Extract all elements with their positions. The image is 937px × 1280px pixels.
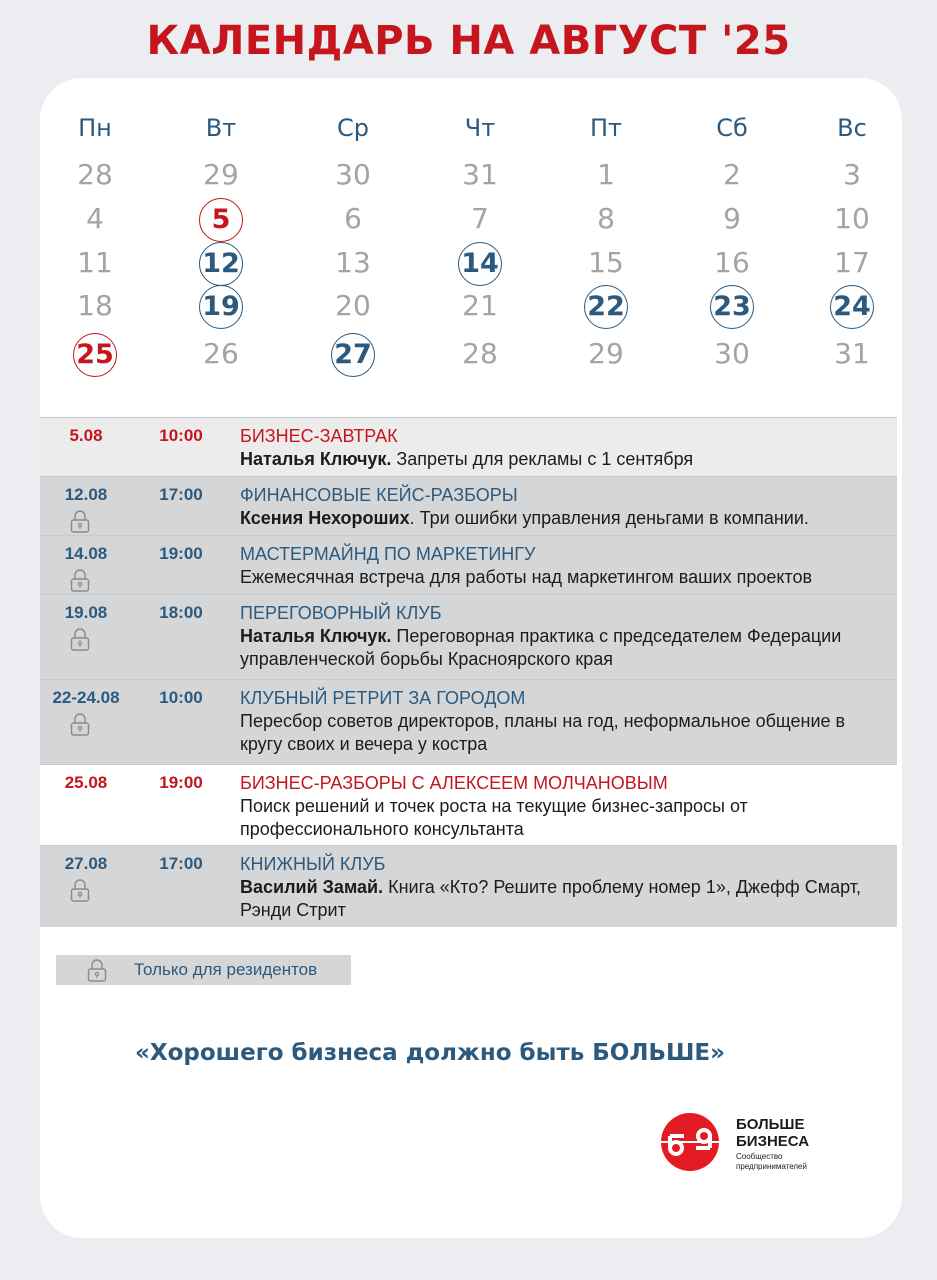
event-day-marker: 25 [73, 333, 117, 377]
event-title: МАСТЕРМАЙНД ПО МАРКЕТИНГУ [240, 544, 536, 564]
page-title: КАЛЕНДАРЬ НА АВГУСТ '25 [146, 18, 791, 64]
calendar-day: 15 [588, 246, 624, 279]
calendar-day: 3 [843, 158, 861, 191]
event-time: 17:00 [159, 854, 203, 873]
lock-icon [69, 509, 91, 533]
event-day-marker: 12 [199, 242, 243, 286]
calendar-card [40, 78, 902, 1238]
event-day-marker: 23 [710, 285, 754, 329]
calendar-day: 31 [462, 158, 498, 191]
event-description: Наталья Ключук. Запреты для рекламы с 1 сентября [240, 449, 694, 469]
event-title: БИЗНЕС-ЗАВТРАК [240, 426, 398, 446]
event-body [240, 543, 890, 589]
event-row [40, 535, 897, 594]
event-row [40, 764, 897, 845]
calendar-day: 13 [335, 246, 371, 279]
calendar-day [551, 284, 661, 328]
event-description: Ксения Нехороших. Три ошибки управления деньгами в компании. [240, 508, 809, 528]
event-title: КНИЖНЫЙ КЛУБ [240, 854, 386, 874]
weekday-header: Пт [589, 114, 623, 142]
event-body [240, 853, 890, 922]
calendar-day: 30 [714, 337, 750, 370]
logo-icon [660, 1112, 720, 1172]
event-description: Ежемесячная встреча для работы над маркетингом ваших проектов [240, 567, 813, 587]
event-date: 25.08 [64, 773, 108, 792]
calendar-day: 21 [462, 289, 498, 322]
calendar-day: 20 [335, 289, 371, 322]
event-title: КЛУБНЫЙ РЕТРИТ ЗА ГОРОДОМ [240, 688, 526, 708]
weekday-header: Ср [337, 114, 369, 142]
event-day-marker: 19 [199, 285, 243, 329]
calendar-day: 1 [597, 158, 615, 191]
calendar-day [677, 284, 787, 328]
event-speaker: Наталья Ключук. [240, 626, 392, 646]
calendar-day: 8 [597, 202, 615, 235]
weekday-header: Сб [716, 114, 748, 142]
weekday-header: Вт [205, 114, 237, 142]
event-time: 19:00 [159, 773, 203, 792]
event-row [40, 845, 897, 927]
lock-icon [69, 568, 91, 592]
lock-icon [69, 627, 91, 651]
slogan: «Хорошего бизнеса должно быть БОЛЬШЕ» [135, 1040, 725, 1066]
legend [56, 955, 351, 985]
calendar-day: 4 [86, 202, 104, 235]
calendar-day: 29 [203, 158, 239, 191]
calendar-day: 18 [77, 289, 113, 322]
event-list [40, 417, 897, 927]
calendar-day: 16 [714, 246, 750, 279]
calendar-day [797, 284, 902, 328]
event-time: 10:00 [159, 426, 203, 445]
event-body [240, 425, 890, 471]
lock-icon [69, 878, 91, 902]
event-row [40, 594, 897, 679]
event-speaker: Василий Замай. [240, 877, 384, 897]
event-row [40, 679, 897, 764]
weekday-header: Вс [837, 114, 867, 142]
calendar-day [425, 241, 535, 285]
calendar-day: 28 [77, 158, 113, 191]
calendar-day: 6 [344, 202, 362, 235]
event-date: 12.08 [64, 485, 108, 504]
calendar-day [166, 284, 276, 328]
calendar-day: 26 [203, 337, 239, 370]
event-title: ФИНАНСОВЫЕ КЕЙС-РАЗБОРЫ [240, 485, 518, 505]
logo-subtitle: Сообщество предпринимателей [736, 1152, 807, 1171]
calendar-day: 28 [462, 337, 498, 370]
event-day-marker: 24 [830, 285, 874, 329]
event-title: БИЗНЕС-РАЗБОРЫ С АЛЕКСЕЕМ МОЛЧАНОВЫМ [240, 773, 668, 793]
calendar-day [298, 332, 408, 376]
event-body [240, 602, 890, 671]
event-time: 19:00 [159, 544, 203, 563]
event-description: Наталья Ключук. Переговорная практика с председателем Федерации управленческой борьбы Красноярского края [240, 626, 842, 669]
calendar-day: 29 [588, 337, 624, 370]
event-time: 17:00 [159, 485, 203, 504]
lock-icon [69, 712, 91, 736]
event-day-marker: 14 [458, 242, 502, 286]
calendar-day: 10 [834, 202, 870, 235]
calendar-day: 11 [77, 246, 113, 279]
event-description: Пересбор советов директоров, планы на год, неформальное общение в кругу своих и вечера у костра [240, 711, 846, 754]
calendar-day [166, 241, 276, 285]
legend-text: Только для резидентов [134, 960, 318, 979]
event-body [240, 772, 890, 841]
weekday-header: Пн [78, 114, 112, 142]
event-day-marker: 5 [199, 198, 243, 242]
event-body [240, 687, 890, 756]
event-speaker: Ксения Нехороших [240, 508, 410, 528]
event-time: 10:00 [159, 688, 203, 707]
event-date: 19.08 [64, 603, 108, 622]
event-day-marker: 27 [331, 333, 375, 377]
calendar-day: 7 [471, 202, 489, 235]
event-description: Поиск решений и точек роста на текущие бизнес-запросы от профессионального консультанта [240, 796, 748, 839]
event-date: 22-24.08 [52, 688, 120, 707]
event-body [240, 484, 890, 530]
brand-logo [660, 1112, 880, 1176]
event-description: Василий Замай. Книга «Кто? Решите проблему номер 1», Джефф Смарт, Рэнди Стрит [240, 877, 861, 920]
calendar-day [166, 197, 276, 241]
event-speaker: Наталья Ключук. [240, 449, 392, 469]
event-row [40, 476, 897, 535]
event-time: 18:00 [159, 603, 203, 622]
weekday-header: Чт [464, 114, 496, 142]
event-day-marker: 22 [584, 285, 628, 329]
event-date: 5.08 [69, 426, 103, 445]
calendar-day [40, 332, 150, 376]
calendar-day: 2 [723, 158, 741, 191]
calendar-day: 9 [723, 202, 741, 235]
lock-icon [86, 958, 108, 982]
event-date: 27.08 [64, 854, 108, 873]
calendar-day: 30 [335, 158, 371, 191]
calendar-day: 31 [834, 337, 870, 370]
event-title: ПЕРЕГОВОРНЫЙ КЛУБ [240, 603, 442, 623]
event-date: 14.08 [64, 544, 108, 563]
logo-name: БОЛЬШЕ БИЗНЕСА [736, 1116, 810, 1150]
event-row [40, 417, 897, 476]
calendar-day: 17 [834, 246, 870, 279]
